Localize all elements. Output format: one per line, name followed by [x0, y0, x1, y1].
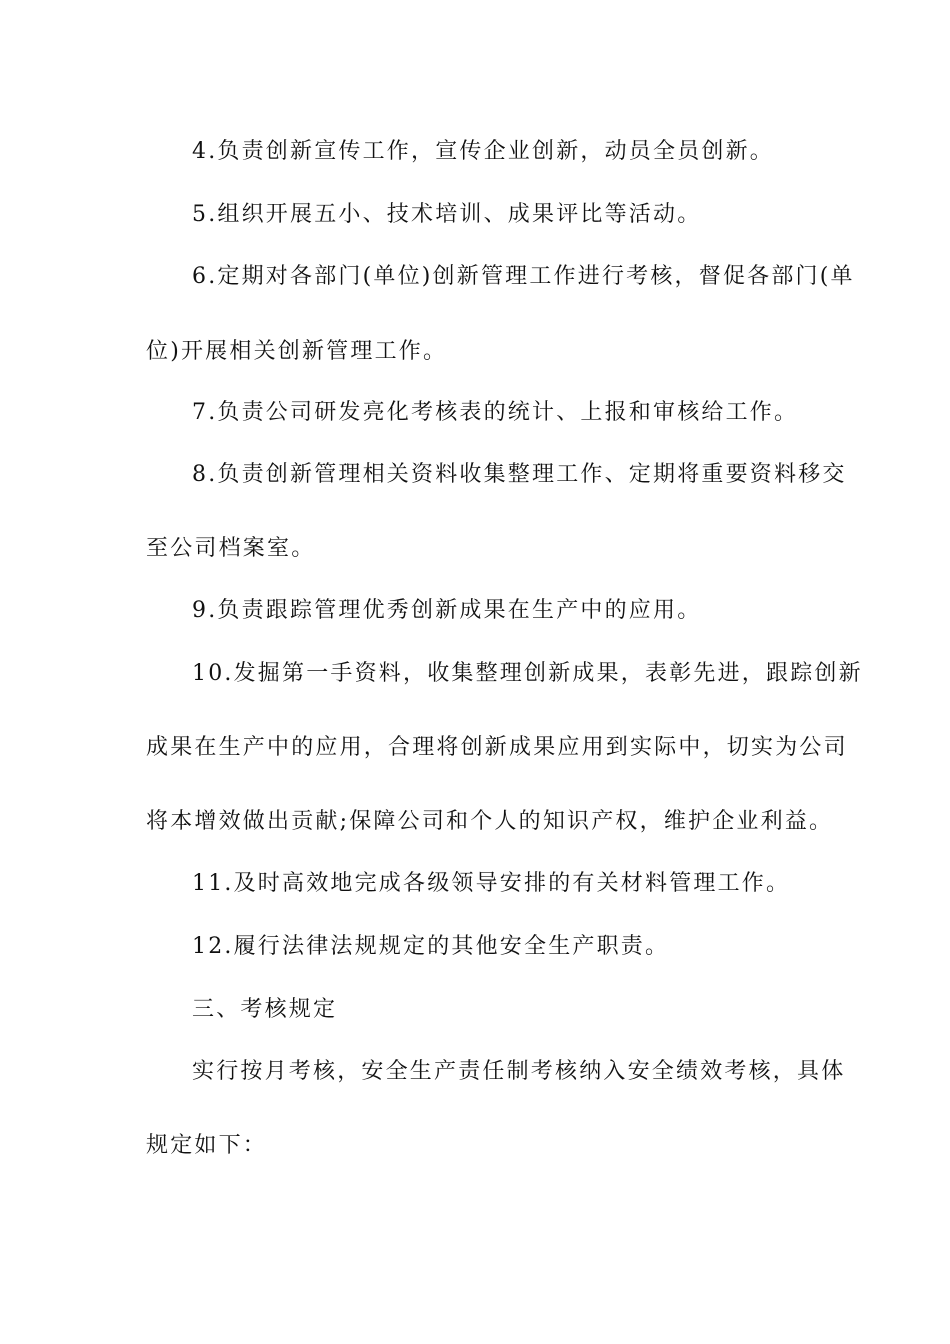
- section-paragraph-continued: 规定如下：: [146, 1133, 268, 1158]
- item-4: 4.负责创新宣传工作，宣传企业创新，动员全员创新。: [192, 139, 774, 164]
- item-10: 10.发掘第一手资料，收集整理创新成果，表彰先进，跟踪创新: [192, 661, 863, 686]
- item-10-continued-1: 成果在生产中的应用，合理将创新成果应用到实际中，切实为公司: [146, 735, 848, 760]
- item-11: 11.及时高效地完成各级领导安排的有关材料管理工作。: [192, 871, 791, 896]
- item-5: 5.组织开展五小、技术培训、成果评比等活动。: [192, 202, 702, 227]
- item-12: 12.履行法律法规规定的其他安全生产职责。: [192, 934, 670, 959]
- section-paragraph: 实行按月考核，安全生产责任制考核纳入安全绩效考核，具体: [192, 1059, 846, 1084]
- item-10-continued-2: 将本增效做出贡献;保障公司和个人的知识产权，维护企业利益。: [146, 809, 834, 834]
- item-7: 7.负责公司研发亮化考核表的统计、上报和审核给工作。: [192, 400, 799, 425]
- item-8: 8.负责创新管理相关资料收集整理工作、定期将重要资料移交: [192, 462, 847, 487]
- item-6-continued: 位)开展相关创新管理工作。: [146, 339, 448, 364]
- item-6: 6.定期对各部门(单位)创新管理工作进行考核，督促各部门(单: [192, 264, 855, 289]
- section-heading-3: 三、考核规定: [192, 997, 338, 1022]
- item-9: 9.负责跟踪管理优秀创新成果在生产中的应用。: [192, 598, 702, 623]
- item-8-continued: 至公司档案室。: [146, 536, 316, 561]
